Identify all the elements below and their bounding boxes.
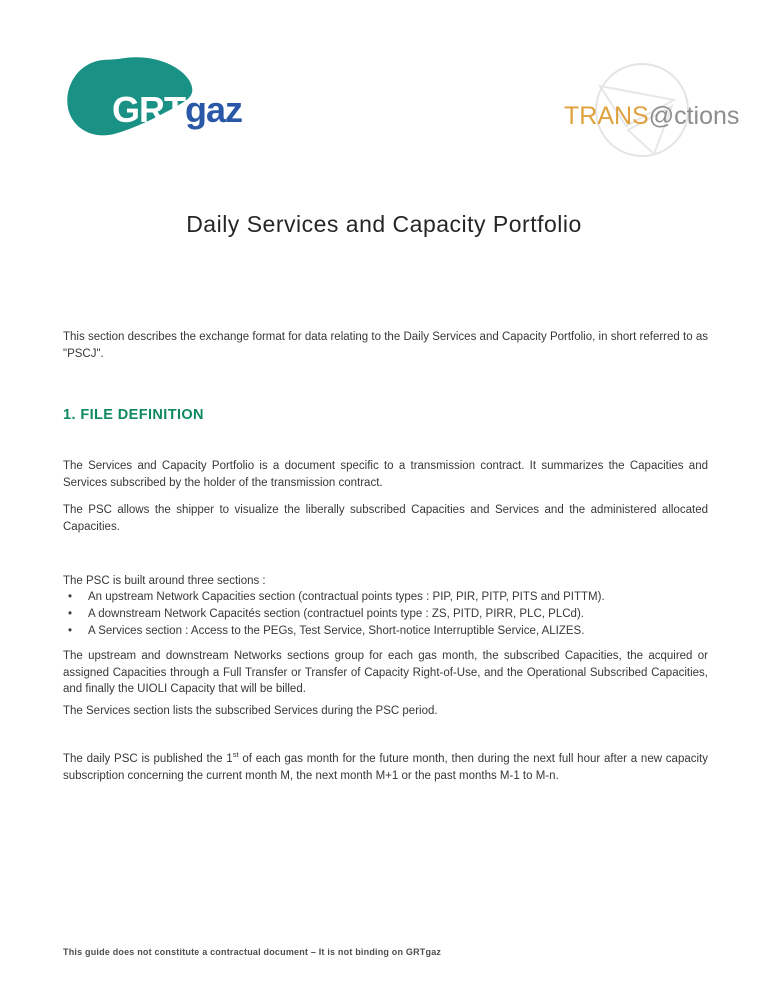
grtgaz-logo-gaz: gaz — [185, 89, 243, 130]
bullet-upstream-text: An upstream Network Capacities section (contractual points types : PIP, PIR, PITP, PITS and PITTM). — [88, 591, 605, 603]
paragraph-portfolio-definition: The Services and Capacity Portfolio is a document specific to a transmission contract. It summarizes the Capacities and Services subscribed by the holder of the transmission contract. — [63, 460, 708, 489]
paragraph-publication-schedule — [63, 751, 708, 784]
list-item — [63, 606, 708, 623]
publication-text-before: The daily PSC is published the 1 — [63, 753, 233, 765]
grtgaz-logo-text — [112, 89, 243, 130]
bullet-services-text: A Services section : Access to the PEGs, Test Service, Short-notice Interruptible Service, ALIZES. — [88, 625, 585, 637]
publication-text-after: of each gas month for the future month, then during the next full hour after a new capacity subscription concerning the current month M, the next month M+1 or the past months M-1 to M-n. — [63, 753, 708, 782]
bullet-downstream-text: A downstream Network Capacités section (contractuel points type : ZS, PITD, PIRR, PLC, PLCd). — [88, 608, 584, 620]
bullet-icon: • — [68, 625, 73, 637]
sections-intro-line: The PSC is built around three sections : — [63, 575, 266, 587]
transactions-logo-text — [564, 102, 739, 130]
grtgaz-logo-grt: GRT — [112, 89, 185, 130]
bullet-icon: • — [68, 591, 73, 603]
bullet-icon: • — [68, 608, 73, 620]
transactions-logo — [562, 50, 752, 182]
paragraph-services-section: The Services section lists the subscribed Services during the PSC period. — [63, 705, 438, 717]
transactions-logo-ctions: @ctions — [648, 102, 740, 130]
paragraph-networks-sections: The upstream and downstream Networks sections group for each gas month, the subscribed Capacities, the acquired or assigned Capacities through a Full Transfer or Transfer of Capacity Right-of-Use, and the Operational Subscribed Capacities, and finally the UIOLI Capacity that will be billed. — [63, 650, 708, 695]
sections-bullet-list — [63, 589, 708, 640]
section-heading: 1. FILE DEFINITION — [63, 407, 204, 423]
footer-disclaimer: This guide does not constitute a contractual document – It is not binding on GRTgaz — [63, 947, 442, 957]
ordinal-superscript: st — [232, 750, 239, 760]
list-item — [63, 623, 708, 640]
page-title: Daily Services and Capacity Portfolio — [186, 211, 582, 237]
transactions-logo-trans: TRANS — [564, 102, 649, 130]
grtgaz-logo — [66, 56, 266, 146]
intro-paragraph: This section describes the exchange format for data relating to the Daily Services and Capacity Portfolio, in short referred to as "PSCJ". — [63, 331, 708, 360]
list-item — [63, 589, 708, 606]
paragraph-psc-visualize: The PSC allows the shipper to visualize the liberally subscribed Capacities and Services and the administered allocated Capacities. — [63, 504, 708, 533]
